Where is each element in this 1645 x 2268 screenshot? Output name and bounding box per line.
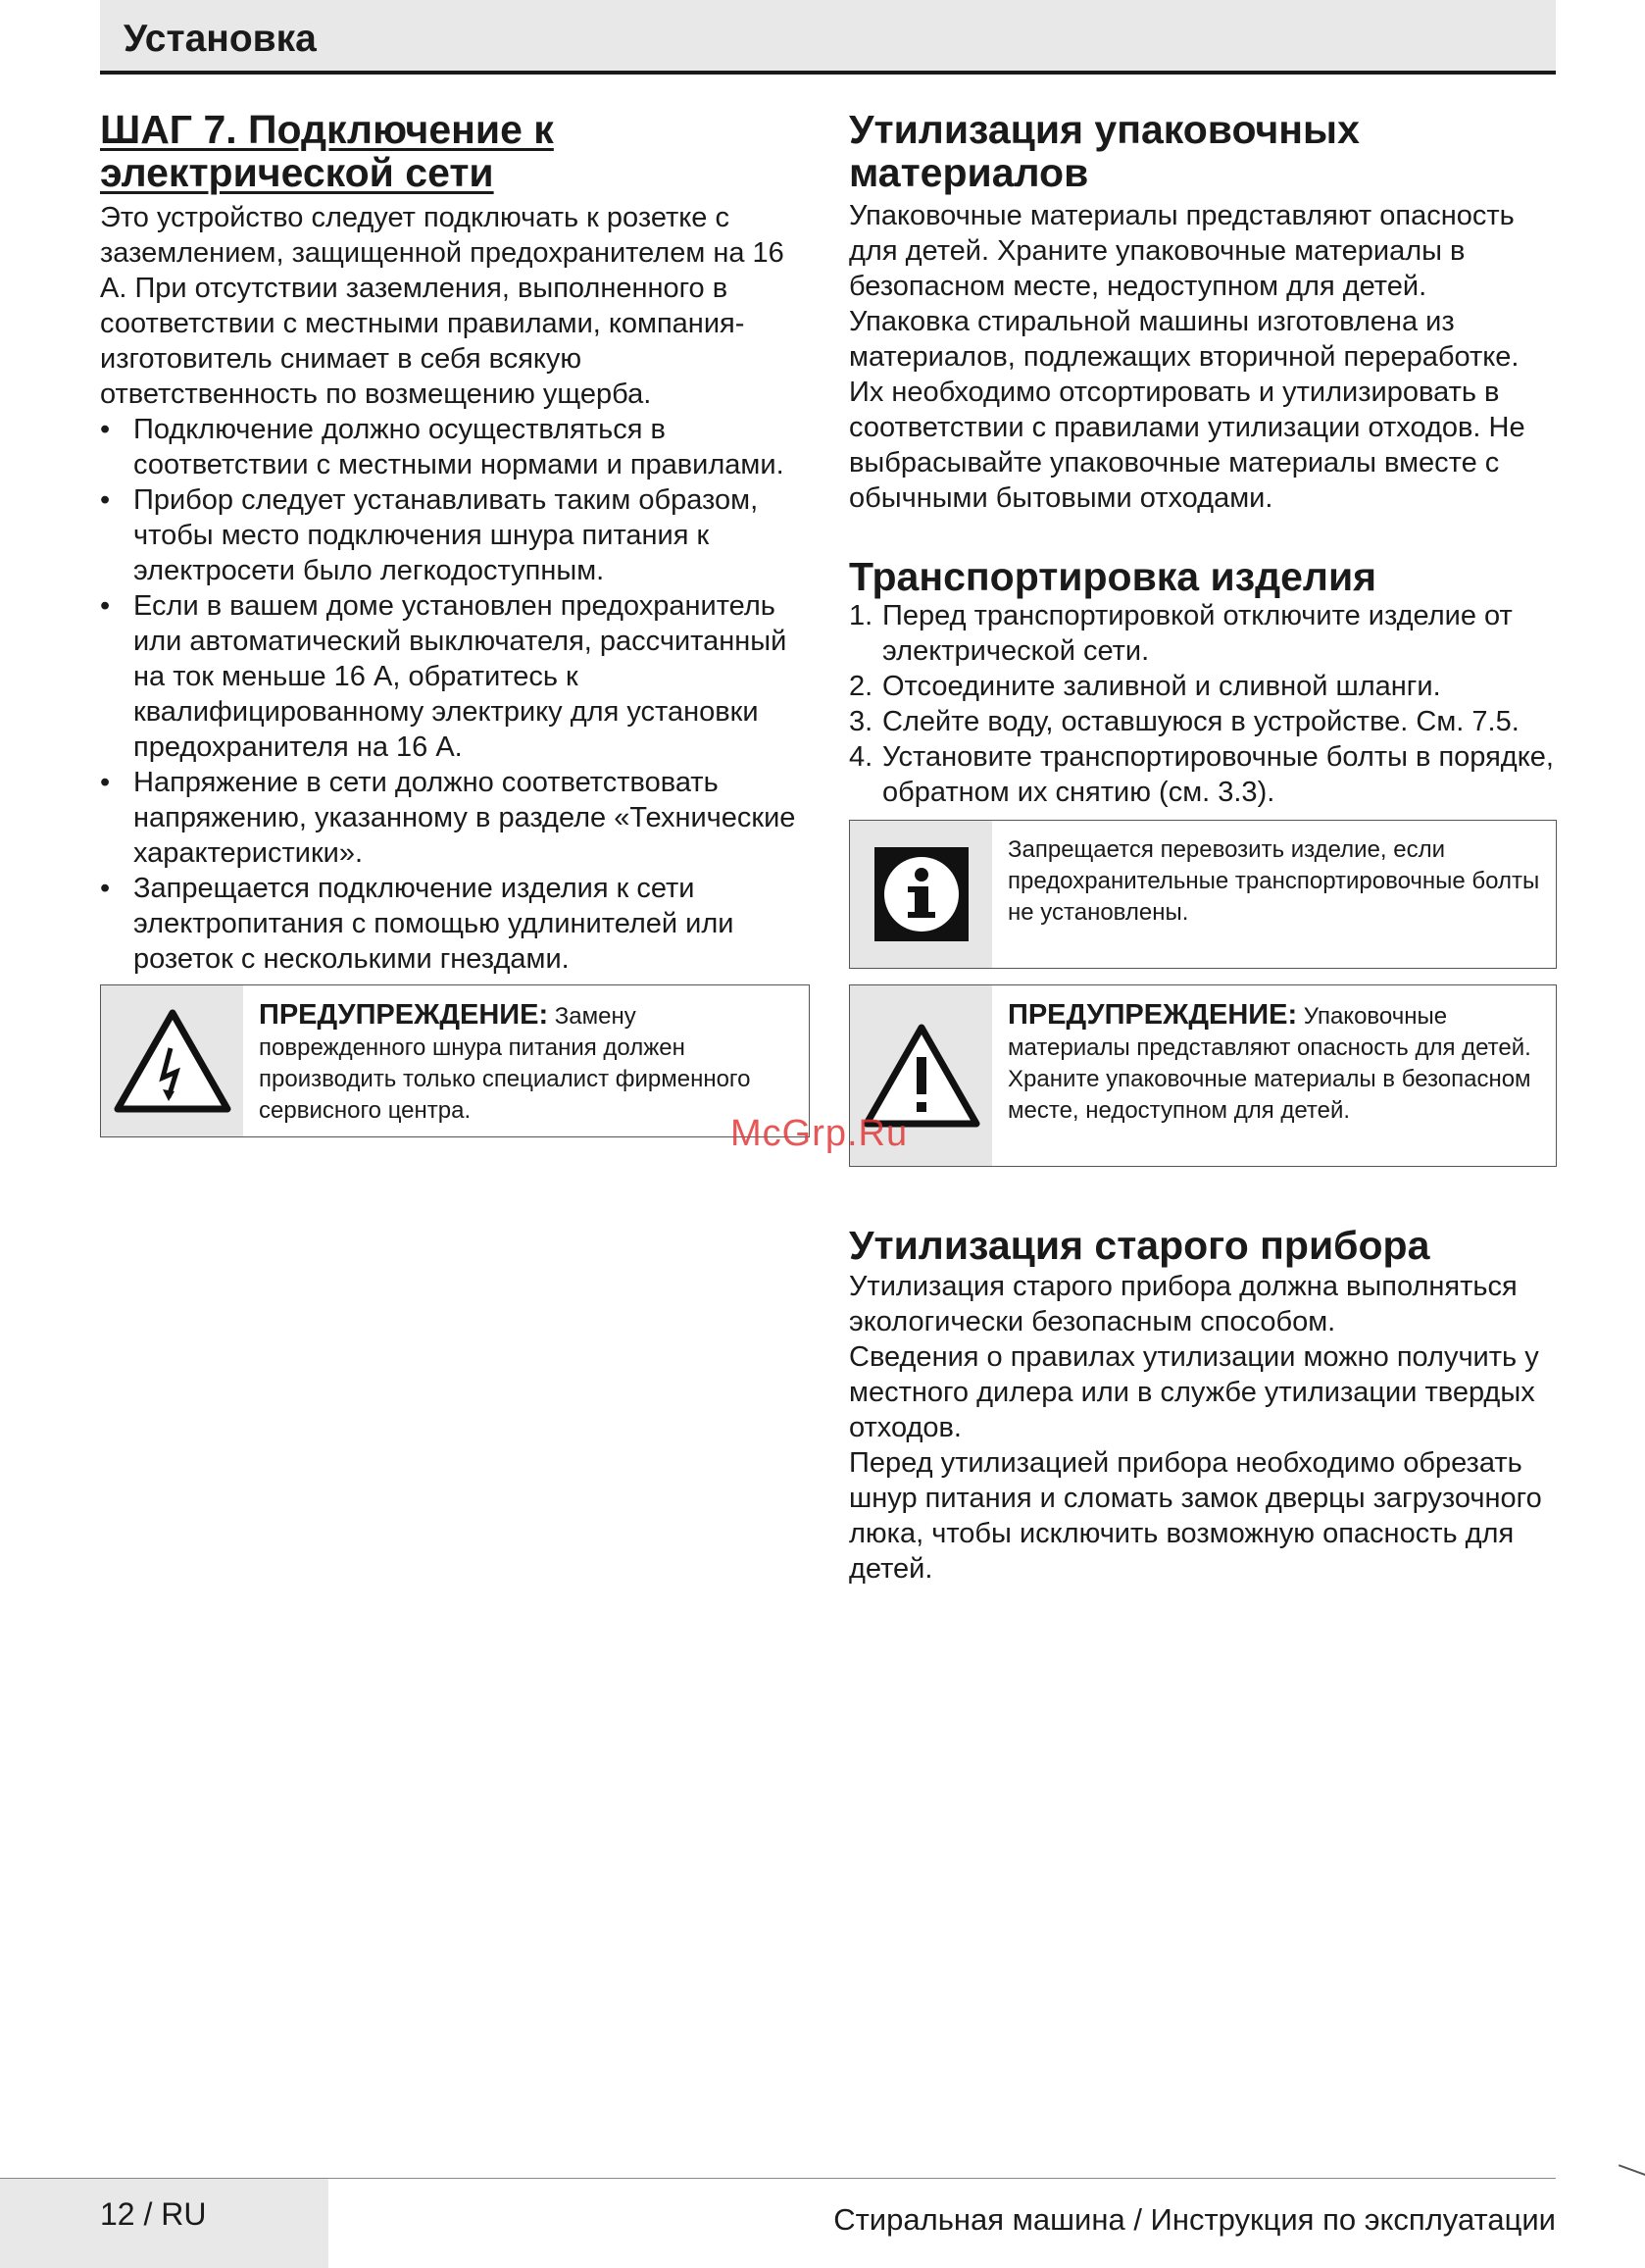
list-item: 3. Слейте воду, оставшуюся в устройстве. См. 7.5. [849,706,1520,737]
old-device-paragraph-1: Утилизация старого прибора должна выполняться экологически безопасным способом. [849,1271,1518,1337]
info-text: Запрещается перевозить изделие, если предохранительные транспортировочные болты не установлены. [1008,836,1540,926]
electric-warning-text-block [243,985,809,1136]
footer-divider [0,2178,1556,2179]
packaging-warning-box [849,984,1557,1167]
page-number: 12 / RU [100,2196,207,2232]
footer-document-title: Стиральная машина / Инструкция по эксплуатации [833,2202,1556,2237]
step-number: 1. [849,600,873,631]
electric-hazard-icon [101,985,243,1136]
warning-title: ПРЕДУПРЕЖДЕНИЕ: [259,999,549,1031]
section-header-bar [100,0,1556,75]
bullet-marker: • [100,590,111,622]
old-device-paragraph-3: Перед утилизацией прибора необходимо обрезать шнур питания и сломать замок дверцы загрузочного люка, чтобы исключить возможную опасность для детей. [849,1447,1542,1585]
electric-warning-box [100,984,810,1137]
packaging-warning-text-block [992,985,1556,1166]
old-device-paragraph-2: Сведения о правилах утилизации можно получить у местного дилера или в службе утилизации твердых отходов. [849,1341,1539,1443]
step-number: 2. [849,671,873,702]
step7-heading: ШАГ 7. Подключение к электрической сети [100,107,554,195]
packaging-paragraph-1: Упаковочные материалы представляют опасность для детей. Храните упаковочные материалы в безопасном месте, недоступном для детей. [849,200,1515,302]
right-column [849,108,1557,1587]
old-device-heading: Утилизация старого прибора [849,1223,1430,1268]
transport-heading: Транспортировка изделия [849,554,1377,599]
bullet-marker: • [100,767,111,798]
left-column [100,108,806,1137]
step7-bullet-list [100,412,806,977]
warning-title: ПРЕДУПРЕЖДЕНИЕ: [1008,999,1298,1031]
list-item: • Напряжение в сети должно соответствовать напряжению, указанному в разделе «Технические характеристики». [100,767,796,869]
bullet-marker: • [100,873,111,904]
info-icon [850,821,992,968]
list-item: • Прибор следует устанавливать таким образом, чтобы место подключения шнура питания к электросети было легкодоступным. [100,484,759,586]
list-item: • Запрещается подключение изделия к сети электропитания с помощью удлинителей или розеток с несколькими гнездами. [100,873,734,975]
corner-crop-mark [1619,2164,1645,2180]
transport-info-box [849,820,1557,969]
watermark-text: McGrp.Ru [730,1113,909,1154]
info-text-block [992,821,1556,968]
bullet-marker: • [100,414,111,445]
bullet-marker: • [100,484,111,516]
warning-text: Упаковочные материалы представляют опасность для детей. Храните упаковочные материалы в безопасном месте, недоступном для детей. [1008,1003,1531,1124]
step-number: 3. [849,706,873,737]
section-title: Установка [124,18,317,60]
list-item: • Подключение должно осуществляться в соответствии с местными нормами и правилами. [100,414,784,480]
transport-steps-list [849,598,1557,810]
packaging-heading: Утилизация упаковочных материалов [849,107,1360,195]
list-item: 2. Отсоедините заливной и сливной шланги. [849,671,1441,702]
packaging-paragraph-2: Упаковка стиральной машины изготовлена из материалов, подлежащих вторичной переработке. Их необходимо отсортировать и утилизировать в соответствии с правилами утилизации отходов. Не выбрасывайте упаковочные материалы вместе с обычными бытовыми отходами. [849,306,1525,514]
warning-text: Замену поврежденного шнура питания должен производить только специалист фирменного сервисного центра. [259,1003,751,1124]
list-item: • Если в вашем доме установлен предохранитель или автоматический выключателя, рассчитанный на ток меньше 16 А, обратитесь к квалифицированному электрику для установки предохранителя на 16 А. [100,590,787,763]
step7-intro: Это устройство следует подключать к розетке с заземлением, защищенной предохранителем на 16 А. При отсутствии заземления, выполненного в соответствии с местными правилами, компания-изготовитель снимает в себя всякую ответственность по возмещению ущерба. [100,202,784,410]
list-item: 1. Перед транспортировкой отключите изделие от электрической сети. [849,600,1513,667]
step-number: 4. [849,741,873,773]
list-item: 4. Установите транспортировочные болты в порядке, обратном их снятию (см. 3.3). [849,741,1554,808]
